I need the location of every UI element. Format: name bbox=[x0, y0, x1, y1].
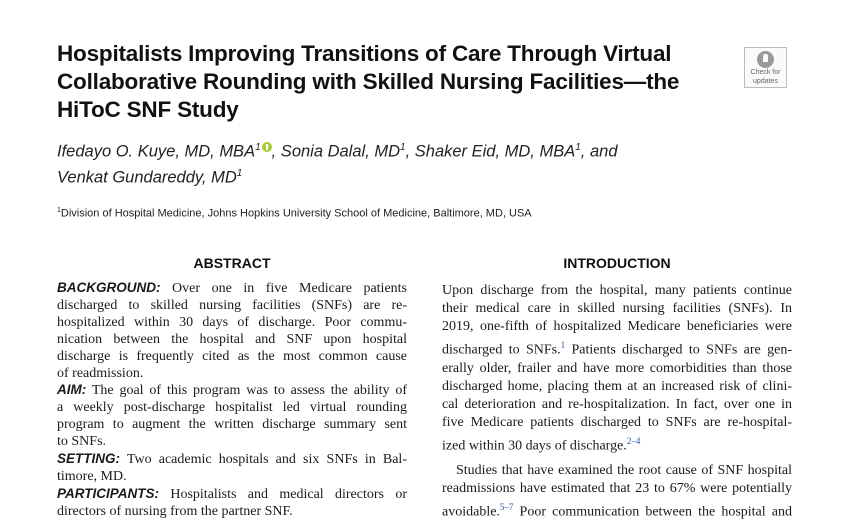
intro-line: ized within 30 days of discharge.$^{2-4}$ bbox=[442, 436, 641, 455]
abstract-line: directors of nursing from the partner SNF. bbox=[57, 503, 293, 519]
author-name: , Sonia Dalal, MD bbox=[271, 142, 401, 161]
citation-link[interactable]: 2–4 bbox=[626, 436, 641, 447]
title-line: Collaborative Rounding with Skilled Nursing Facilities—the bbox=[57, 69, 680, 94]
aim-label: AIM: bbox=[57, 382, 87, 398]
abstract-line: of readmission. bbox=[57, 365, 144, 381]
affiliation-text: Division of Hospital Medicine, Johns Hopkins University School of Medicine, Baltimore, MD, USA bbox=[60, 207, 532, 220]
check-for-updates-badge[interactable] bbox=[744, 47, 787, 88]
abstract-line: discharged to skilled nursing facilities (SNFs) are re- bbox=[57, 297, 407, 313]
article-title bbox=[57, 40, 727, 124]
abstract-line: a weekly post-discharge hospitalist led virtual rounding bbox=[57, 400, 407, 416]
badge-line: Check for bbox=[750, 69, 781, 76]
intro-line: avoidable.$^{5-7}$ Poor communication between the hospital and bbox=[442, 502, 792, 520]
affiliation bbox=[57, 207, 697, 220]
abstract-line: discharge is frequently cited as the most common cause bbox=[57, 348, 407, 364]
author-name: Venkat Gundareddy, MD bbox=[57, 168, 237, 186]
title-line: HiToC SNF Study bbox=[57, 97, 239, 122]
abstract-line: hospitalized within 30 days of discharge. Poor commu- bbox=[57, 314, 407, 330]
intro-line: their medical care in skilled nursing facilities (SNFs). In bbox=[442, 301, 792, 317]
abstract-line: timore, MD. bbox=[57, 468, 127, 484]
abstract-line: nication between the hospital and SNF upon hospital bbox=[57, 331, 407, 347]
intro-line: erally older, frailer and have more comorbidities than those bbox=[442, 361, 792, 377]
intro-line: Studies that have examined the root cause of SNF hospital bbox=[456, 463, 792, 479]
setting-label: SETTING: bbox=[57, 451, 120, 467]
citation-link[interactable]: 1 bbox=[560, 340, 566, 351]
abstract-body bbox=[57, 280, 407, 521]
abstract-line: to SNFs. bbox=[57, 434, 107, 450]
abstract-heading: ABSTRACT bbox=[193, 255, 271, 271]
author-name: Ifedayo O. Kuye, MD, MBA bbox=[57, 142, 256, 161]
introduction-heading: INTRODUCTION bbox=[563, 255, 671, 271]
background-label: BACKGROUND: bbox=[57, 280, 161, 295]
intro-line: discharged to SNFs.$^1$ Patients discharged to SNFs are gen- bbox=[442, 340, 792, 358]
title-line: Hospitalists Improving Transitions of Care Through Virtual bbox=[57, 41, 672, 66]
abstract-line: PARTICIPANTS: Hospitalists and medical directors or bbox=[57, 485, 407, 502]
author-name: , Shaker Eid, MD, MBA bbox=[405, 142, 576, 161]
affiliation-marker: 1 bbox=[236, 167, 243, 179]
abstract-line: BACKGROUND: Over one in five Medicare patients bbox=[57, 280, 407, 296]
orcid-icon[interactable] bbox=[262, 142, 272, 152]
affiliation-marker: 1 bbox=[575, 142, 581, 153]
abstract-line: program to augment the written discharge summary sent bbox=[57, 417, 407, 433]
intro-line: 2019, one-fifth of hospitalized Medicare beneficiaries were bbox=[442, 319, 792, 335]
intro-line: Upon discharge from the hospital, many patients continue bbox=[442, 283, 792, 298]
intro-line: readmissions have estimated that 23 to 67% were potentially bbox=[442, 481, 792, 497]
intro-line: discharged home, placing them at an increased risk of clini- bbox=[442, 379, 792, 395]
author-list bbox=[57, 137, 697, 188]
abstract-line: AIM: The goal of this program was to assess the ability of bbox=[57, 382, 407, 399]
affiliation-marker: 1 bbox=[255, 142, 261, 153]
introduction-body bbox=[442, 282, 792, 522]
badge-line: updates bbox=[753, 78, 778, 85]
author-conjunction: , and bbox=[580, 142, 618, 161]
citation-link[interactable]: 5–7 bbox=[499, 502, 514, 513]
affiliation-marker: 1 bbox=[400, 142, 406, 153]
affiliation-marker: 1 bbox=[57, 207, 61, 214]
participants-label: PARTICIPANTS: bbox=[57, 485, 160, 501]
bookmark-icon bbox=[757, 51, 774, 68]
intro-line: cal deterioration and re-hospitalization. In fact, over one in bbox=[442, 397, 792, 413]
intro-line: five Medicare patients discharged to SNFs are re-hospital- bbox=[442, 415, 792, 431]
abstract-line: SETTING: Two academic hospitals and six SNFs in Bal- bbox=[57, 451, 407, 468]
